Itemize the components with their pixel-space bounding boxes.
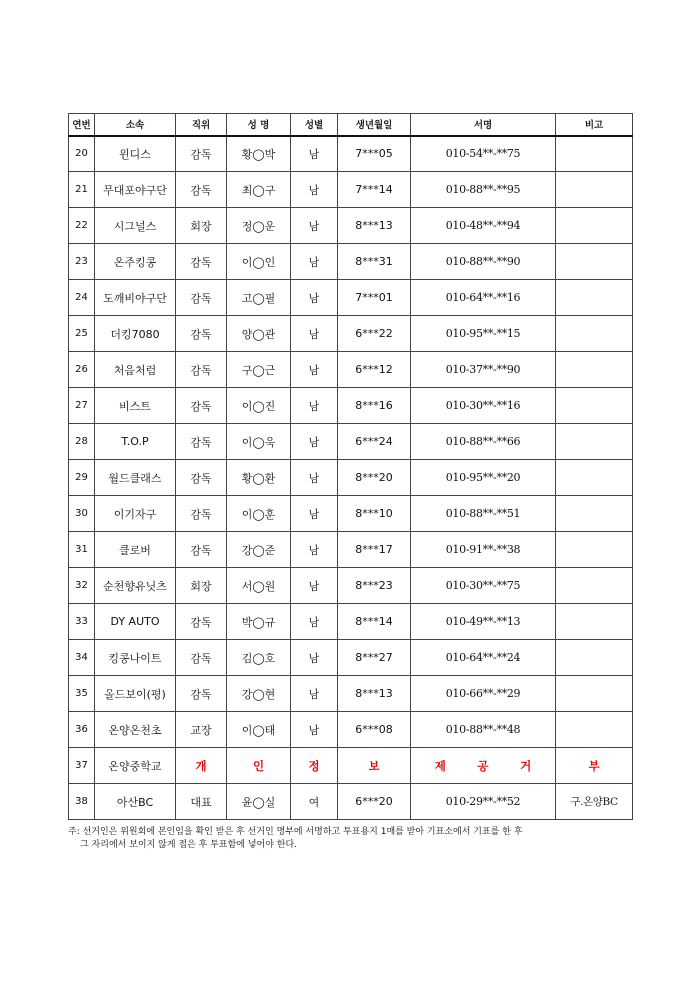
roster-table [68,113,633,820]
cell-note [556,388,633,424]
cell-org: 더킹7080 [95,316,176,352]
cell-position: 감독 [176,316,227,352]
cell-org: 클로버 [95,532,176,568]
table-row [69,676,633,712]
table-row [69,424,633,460]
cell-note [556,172,633,208]
cell-position: 감독 [176,352,227,388]
cell-note [556,424,633,460]
cell-position: 감독 [176,496,227,532]
cell-name: 이◯욱 [227,424,291,460]
cell-org: 킹콩나이트 [95,640,176,676]
cell-no: 33 [69,604,95,640]
cell-dob: 6***24 [338,424,411,460]
cell-org: 온양온천초 [95,712,176,748]
table-row [69,640,633,676]
cell-no: 24 [69,280,95,316]
cell-dob: 8***20 [338,460,411,496]
cell-sex: 남 [291,712,338,748]
cell-dob: 8***17 [338,532,411,568]
cell-note [556,712,633,748]
cell-signature: 010-30**-**16 [411,388,556,424]
cell-note [556,604,633,640]
cell-signature: 010-64**-**24 [411,640,556,676]
refusal-char: 공 [477,758,489,773]
cell-no: 31 [69,532,95,568]
cell-no: 27 [69,388,95,424]
cell-name: 강◯준 [227,532,291,568]
cell-dob: 6***22 [338,316,411,352]
cell-sex: 남 [291,172,338,208]
cell-signature: 010-54**-**75 [411,136,556,172]
cell-position: 감독 [176,676,227,712]
cell-note [556,532,633,568]
cell-org: 처음처럼 [95,352,176,388]
cell-signature: 010-29**-**52 [411,784,556,820]
footnote-line-2: 그 자리에서 보이지 않게 접은 후 투표함에 넣어야 한다. [80,840,298,850]
cell-sex: 남 [291,280,338,316]
header-signature: 서명 [411,114,556,136]
cell-no: 21 [69,172,95,208]
header-sex: 성별 [291,114,338,136]
cell-no: 28 [69,424,95,460]
cell-signature: 010-49**-**13 [411,604,556,640]
cell-dob: 6***20 [338,784,411,820]
header-dob: 생년월일 [338,114,411,136]
cell-no: 32 [69,568,95,604]
cell-name: 이◯진 [227,388,291,424]
cell-name: 이◯태 [227,712,291,748]
cell-name: 양◯관 [227,316,291,352]
cell-dob: 8***16 [338,388,411,424]
cell-sex: 남 [291,244,338,280]
cell-name: 최◯구 [227,172,291,208]
cell-dob: 8***23 [338,568,411,604]
cell-no: 20 [69,136,95,172]
refusal-char: 거 [520,758,532,773]
refusal-char: 개 [176,748,227,784]
cell-dob: 8***10 [338,496,411,532]
cell-org: T.O.P [95,424,176,460]
cell-sex: 남 [291,604,338,640]
table-row [69,136,633,172]
cell-dob: 8***14 [338,604,411,640]
cell-sex: 남 [291,424,338,460]
table-row [69,568,633,604]
cell-note [556,460,633,496]
cell-signature: 010-66**-**29 [411,676,556,712]
cell-signature: 010-88**-**51 [411,496,556,532]
cell-no: 30 [69,496,95,532]
cell-org: DY AUTO [95,604,176,640]
cell-sex: 남 [291,208,338,244]
table-row [69,712,633,748]
cell-note [556,676,633,712]
table-row [69,352,633,388]
table-row [69,460,633,496]
table-row [69,532,633,568]
table-row [69,172,633,208]
cell-name: 고◯필 [227,280,291,316]
cell-signature: 010-30**-**75 [411,568,556,604]
cell-note [556,244,633,280]
cell-sex: 남 [291,136,338,172]
cell-note [556,352,633,388]
cell-name: 이◯훈 [227,496,291,532]
refusal-char: 부 [556,748,633,784]
cell-sex: 남 [291,388,338,424]
cell-no: 37 [69,748,95,784]
cell-sex: 남 [291,352,338,388]
cell-dob: 6***12 [338,352,411,388]
cell-name: 구◯근 [227,352,291,388]
cell-no: 22 [69,208,95,244]
refusal-char: 보 [338,748,411,784]
cell-note [556,640,633,676]
header-note: 비고 [556,114,633,136]
refusal-span [411,748,556,784]
cell-position: 감독 [176,640,227,676]
header-no: 연번 [69,114,95,136]
cell-org: 월드클래스 [95,460,176,496]
cell-sex: 남 [291,568,338,604]
cell-org: 비스트 [95,388,176,424]
header-name: 성 명 [227,114,291,136]
cell-signature: 010-88**-**95 [411,172,556,208]
table-row [69,784,633,820]
cell-position: 감독 [176,136,227,172]
cell-signature: 010-95**-**15 [411,316,556,352]
cell-dob: 7***05 [338,136,411,172]
cell-no: 26 [69,352,95,388]
cell-signature: 010-88**-**90 [411,244,556,280]
cell-name: 강◯현 [227,676,291,712]
cell-no: 25 [69,316,95,352]
cell-org: 이기자구 [95,496,176,532]
cell-name: 이◯인 [227,244,291,280]
cell-note [556,568,633,604]
cell-note: 구.온양BC [556,784,633,820]
cell-signature: 010-88**-**48 [411,712,556,748]
cell-no: 38 [69,784,95,820]
cell-signature: 010-95**-**20 [411,460,556,496]
cell-note [556,136,633,172]
cell-sex: 남 [291,640,338,676]
cell-dob: 8***13 [338,676,411,712]
cell-sex: 남 [291,496,338,532]
cell-no: 36 [69,712,95,748]
cell-dob: 8***27 [338,640,411,676]
cell-position: 감독 [176,388,227,424]
footnote-line-1: 주: 선거인은 위원회에 본인임을 확인 받은 후 선거인 명부에 서명하고 투표용지 1매를 받아 기표소에서 기표를 한 후 [68,827,523,837]
cell-name: 박◯규 [227,604,291,640]
table-row [69,208,633,244]
cell-name: 정◯운 [227,208,291,244]
table-row [69,388,633,424]
cell-position: 회장 [176,568,227,604]
cell-position: 감독 [176,604,227,640]
cell-signature: 010-88**-**66 [411,424,556,460]
header-row [69,114,633,136]
refusal-char: 인 [227,748,291,784]
table-row [69,496,633,532]
cell-position: 감독 [176,244,227,280]
refusal-char: 제 [434,758,446,773]
table-row [69,316,633,352]
refusal-char: 정 [291,748,338,784]
header-position: 직위 [176,114,227,136]
cell-note [556,280,633,316]
cell-name: 김◯호 [227,640,291,676]
cell-org: 윈디스 [95,136,176,172]
table-row [69,604,633,640]
cell-dob: 7***01 [338,280,411,316]
cell-signature: 010-91**-**38 [411,532,556,568]
voter-roster [68,113,632,820]
cell-position: 감독 [176,280,227,316]
cell-org: 온양중학교 [95,748,176,784]
cell-name: 황◯박 [227,136,291,172]
cell-org: 아산BC [95,784,176,820]
cell-no: 35 [69,676,95,712]
cell-org: 온주킹콩 [95,244,176,280]
cell-dob: 7***14 [338,172,411,208]
cell-dob: 8***13 [338,208,411,244]
cell-sex: 남 [291,676,338,712]
cell-no: 34 [69,640,95,676]
cell-sex: 남 [291,532,338,568]
cell-sex: 여 [291,784,338,820]
cell-dob: 8***31 [338,244,411,280]
footnote [68,826,628,852]
cell-sex: 남 [291,316,338,352]
cell-sex: 남 [291,460,338,496]
table-row-refusal [69,748,633,784]
cell-note [556,496,633,532]
cell-org: 시그널스 [95,208,176,244]
cell-position: 감독 [176,172,227,208]
cell-position: 교장 [176,712,227,748]
cell-name: 윤◯실 [227,784,291,820]
cell-position: 대표 [176,784,227,820]
cell-note [556,316,633,352]
cell-position: 감독 [176,532,227,568]
cell-no: 29 [69,460,95,496]
cell-position: 감독 [176,460,227,496]
table-row [69,280,633,316]
cell-signature: 010-37**-**90 [411,352,556,388]
table-row [69,244,633,280]
cell-signature: 010-48**-**94 [411,208,556,244]
cell-org: 도깨비야구단 [95,280,176,316]
cell-no: 23 [69,244,95,280]
cell-position: 감독 [176,424,227,460]
cell-name: 서◯원 [227,568,291,604]
cell-org: 올드보이(평) [95,676,176,712]
cell-org: 무대포야구단 [95,172,176,208]
cell-position: 회장 [176,208,227,244]
cell-signature: 010-64**-**16 [411,280,556,316]
cell-name: 황◯환 [227,460,291,496]
header-org: 소속 [95,114,176,136]
cell-note [556,208,633,244]
cell-dob: 6***08 [338,712,411,748]
cell-org: 순천향유닛츠 [95,568,176,604]
